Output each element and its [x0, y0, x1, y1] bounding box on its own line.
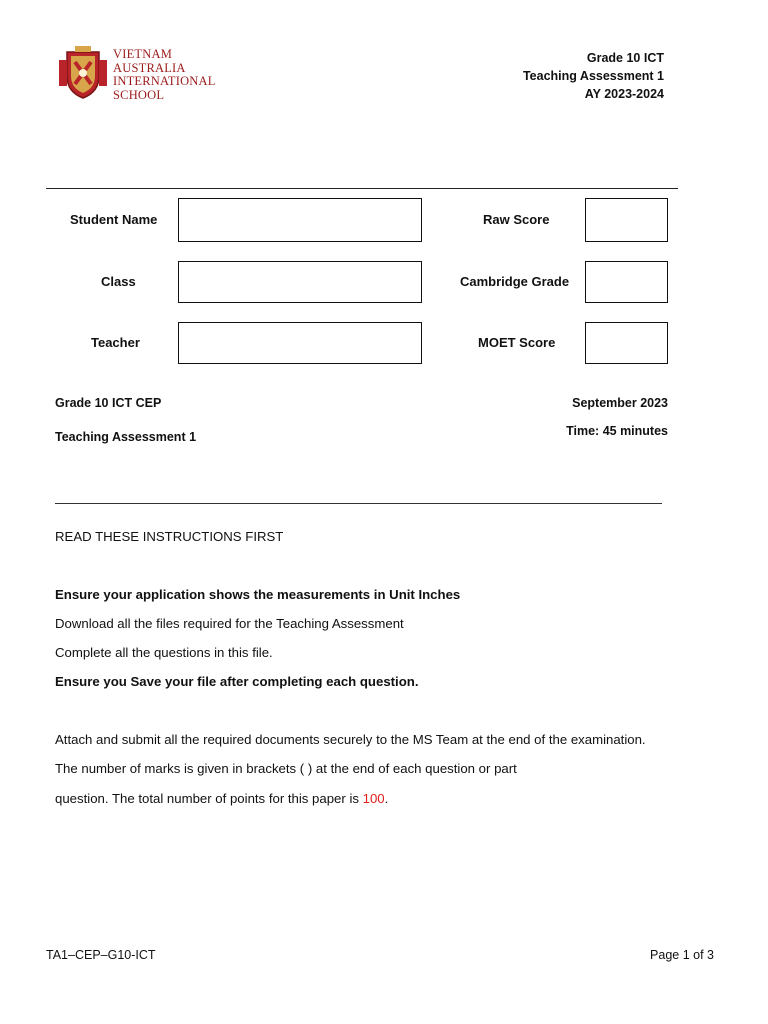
header-line: Grade 10 ICT: [586, 51, 664, 65]
school-logo: [57, 46, 217, 100]
instruction-line: Ensure you Save your file after completing each question.: [55, 674, 419, 689]
footer-code: TA1–CEP–G10-ICT: [46, 948, 156, 962]
instruction-line: Download all the files required for the Teaching Assessment: [55, 616, 404, 631]
teacher-label: Teacher: [91, 335, 140, 350]
course-name: Grade 10 ICT CEP: [55, 396, 162, 410]
class-label: Class: [101, 274, 136, 289]
raw-score-box[interactable]: [585, 198, 668, 242]
header-course-info: [523, 49, 664, 103]
total-points-suffix: .: [384, 791, 389, 806]
school-name-line: VIETNAM: [113, 47, 173, 61]
student-name-box[interactable]: [178, 198, 422, 242]
moet-score-box[interactable]: [585, 322, 668, 364]
school-name-line: INTERNATIONAL: [113, 74, 216, 88]
assessment-name: Teaching Assessment 1: [55, 430, 197, 444]
exam-date: September 2023: [572, 396, 668, 410]
instruction-line: Complete all the questions in this file.: [55, 645, 273, 660]
exam-time: Time: 45 minutes: [566, 424, 668, 438]
header-line: AY 2023-2024: [584, 87, 664, 101]
total-points-text: question. The total number of points for this paper is: [55, 791, 363, 806]
footer-page-number: Page 1 of 3: [650, 948, 714, 962]
cambridge-grade-box[interactable]: [585, 261, 668, 303]
instructions-heading: READ THESE INSTRUCTIONS FIRST: [55, 529, 284, 544]
cambridge-grade-label: Cambridge Grade: [460, 274, 570, 289]
student-name-label: Student Name: [70, 212, 158, 227]
class-box[interactable]: [178, 261, 422, 303]
raw-score-label: Raw Score: [483, 212, 550, 227]
school-crest-icon: [57, 46, 109, 100]
instruction-line: Ensure your application shows the measurements in Unit Inches: [55, 587, 461, 602]
instruction-line: Attach and submit all the required documents securely to the MS Team at the end of the examination.: [55, 732, 646, 747]
school-name-line: AUSTRALIA: [113, 60, 186, 75]
total-points-value: 100: [362, 791, 385, 806]
instruction-line: The number of marks is given in brackets ( ) at the end of each question or part: [55, 761, 517, 776]
middle-divider: [55, 503, 662, 504]
instruction-line-total: [55, 790, 388, 808]
top-divider: [46, 188, 678, 189]
school-name-line: SCHOOL: [113, 87, 165, 102]
header-line: Teaching Assessment 1: [522, 69, 664, 83]
moet-score-label: MOET Score: [478, 335, 556, 350]
school-name: [113, 48, 216, 102]
teacher-box[interactable]: [178, 322, 422, 364]
